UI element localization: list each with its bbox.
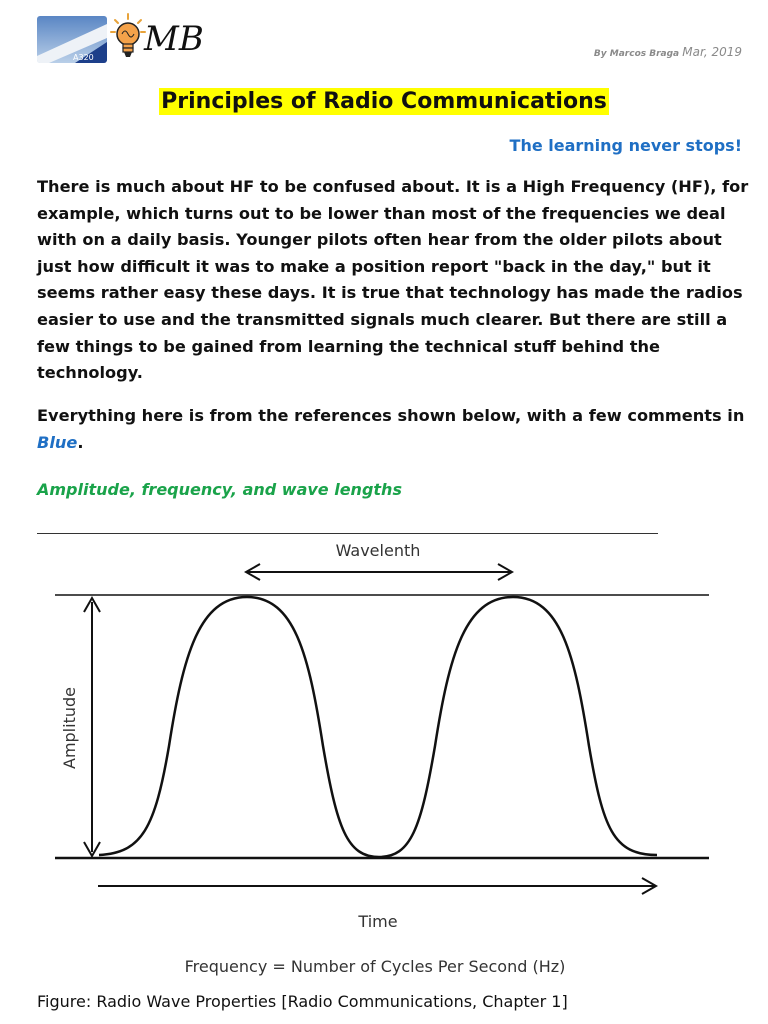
section-heading: Amplitude, frequency, and wave lengths (37, 480, 402, 499)
airplane-logo (37, 16, 107, 63)
intro-paragraph: There is much about HF to be confused about. It is a High Frequency (HF), for example, which turns out to be lower than most of the frequencies we deal with on a daily basis. Younger pilots often hear from the older pilots about just how difficult it was to make a position report "back in the day," but it seems rather easy these days. It is true that technology has made the radios easier to use and the transmitted signals much clearer. But there are still a few things to be gained from learning the technical stuff behind the technology. (37, 177, 749, 383)
lightbulb-icon (110, 12, 146, 64)
divider (37, 533, 658, 534)
time-label: Time (358, 912, 398, 931)
references-end: . (77, 432, 84, 452)
wavelength-label: Wavelenth (335, 541, 421, 560)
motto: The learning never stops! (509, 136, 742, 155)
page-title: Principles of Radio Communications (161, 89, 607, 114)
frequency-label: Frequency = Number of Cycles Per Second (Hz) (184, 957, 566, 976)
amplitude-label: Amplitude (60, 687, 79, 769)
wave-diagram (37, 536, 727, 986)
plane-logo-text: A320 (73, 53, 94, 62)
blue-word: Blue (37, 432, 78, 452)
references-text: Everything here is from the references shown below, with a few comments in (37, 406, 745, 425)
wave-curve (99, 597, 657, 857)
mb-logo-text: MB (144, 19, 204, 59)
mb-logo (142, 14, 206, 60)
references-paragraph (37, 403, 757, 456)
author-byline (594, 45, 742, 59)
author-date: Mar, 2019 (682, 45, 742, 59)
figure-caption: Figure: Radio Wave Properties [Radio Communications, Chapter 1] (37, 992, 568, 1011)
author-name: By Marcos Braga (593, 49, 680, 59)
